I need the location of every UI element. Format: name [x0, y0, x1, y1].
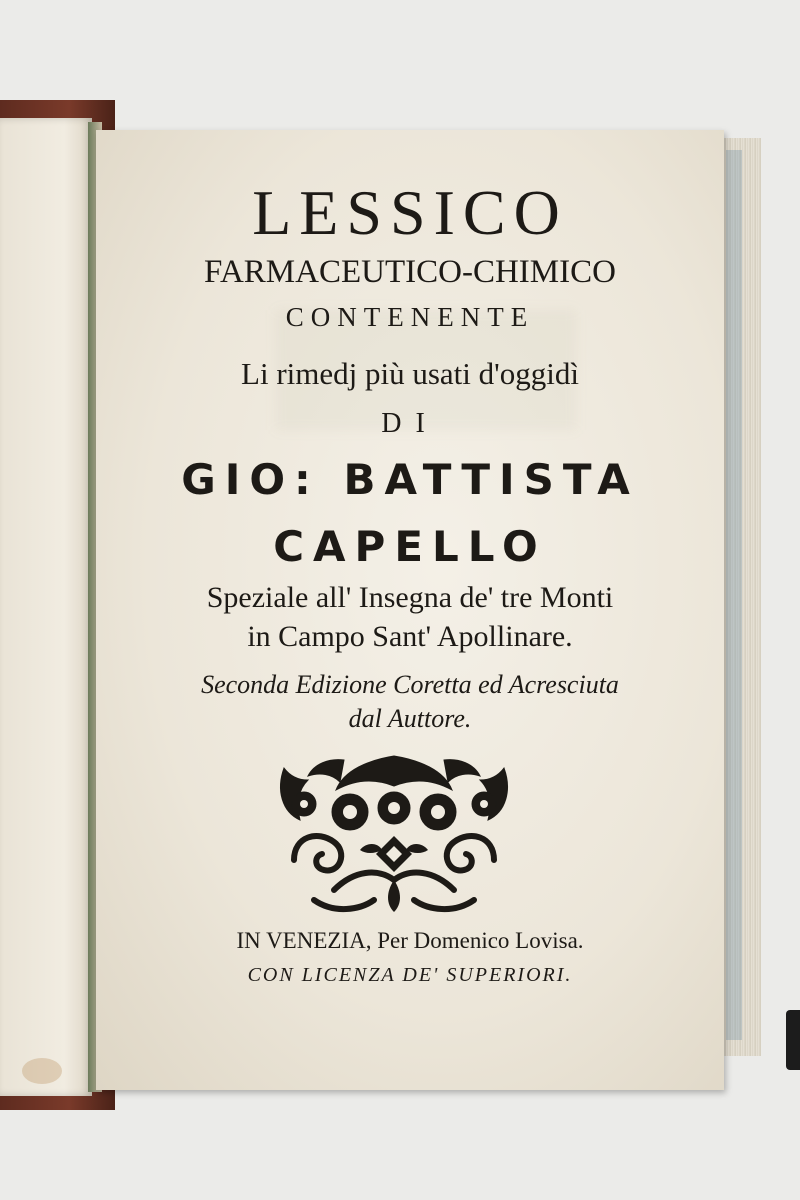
- book-title: LESSICO: [252, 177, 568, 248]
- floral-ornament-icon: [274, 750, 514, 918]
- left-endpaper: [0, 118, 92, 1096]
- edition-line-2: dal Auttore.: [348, 704, 472, 733]
- edition-line-1: Seconda Edizione Coretta ed Acresciuta: [201, 670, 619, 699]
- author-address-1: Speziale all' Insegna de' tre Monti: [206, 581, 614, 614]
- subtitle-line-1: FARMACEUTICO-CHIMICO: [204, 254, 616, 290]
- title-page: [96, 130, 724, 1090]
- dark-object-edge: [786, 1010, 800, 1070]
- page-edges-tint: [726, 150, 742, 1040]
- imprint-line-2: CON LICENZA DE' SUPERIORI.: [247, 964, 573, 986]
- author-name-2: CAPELLO: [273, 522, 547, 571]
- author-name-1: GIO: BATTISTA: [181, 455, 639, 504]
- subtitle-line-2: CONTENENTE: [285, 302, 535, 332]
- imprint-line-1: IN VENEZIA, Per Domenico Lovisa.: [236, 928, 584, 953]
- subtitle-line-3: Li rimedj più usati d'oggidì: [241, 356, 579, 391]
- by-line: DI: [381, 408, 439, 439]
- author-address-2: in Campo Sant' Apollinare.: [247, 620, 573, 653]
- paper-stain: [22, 1058, 62, 1084]
